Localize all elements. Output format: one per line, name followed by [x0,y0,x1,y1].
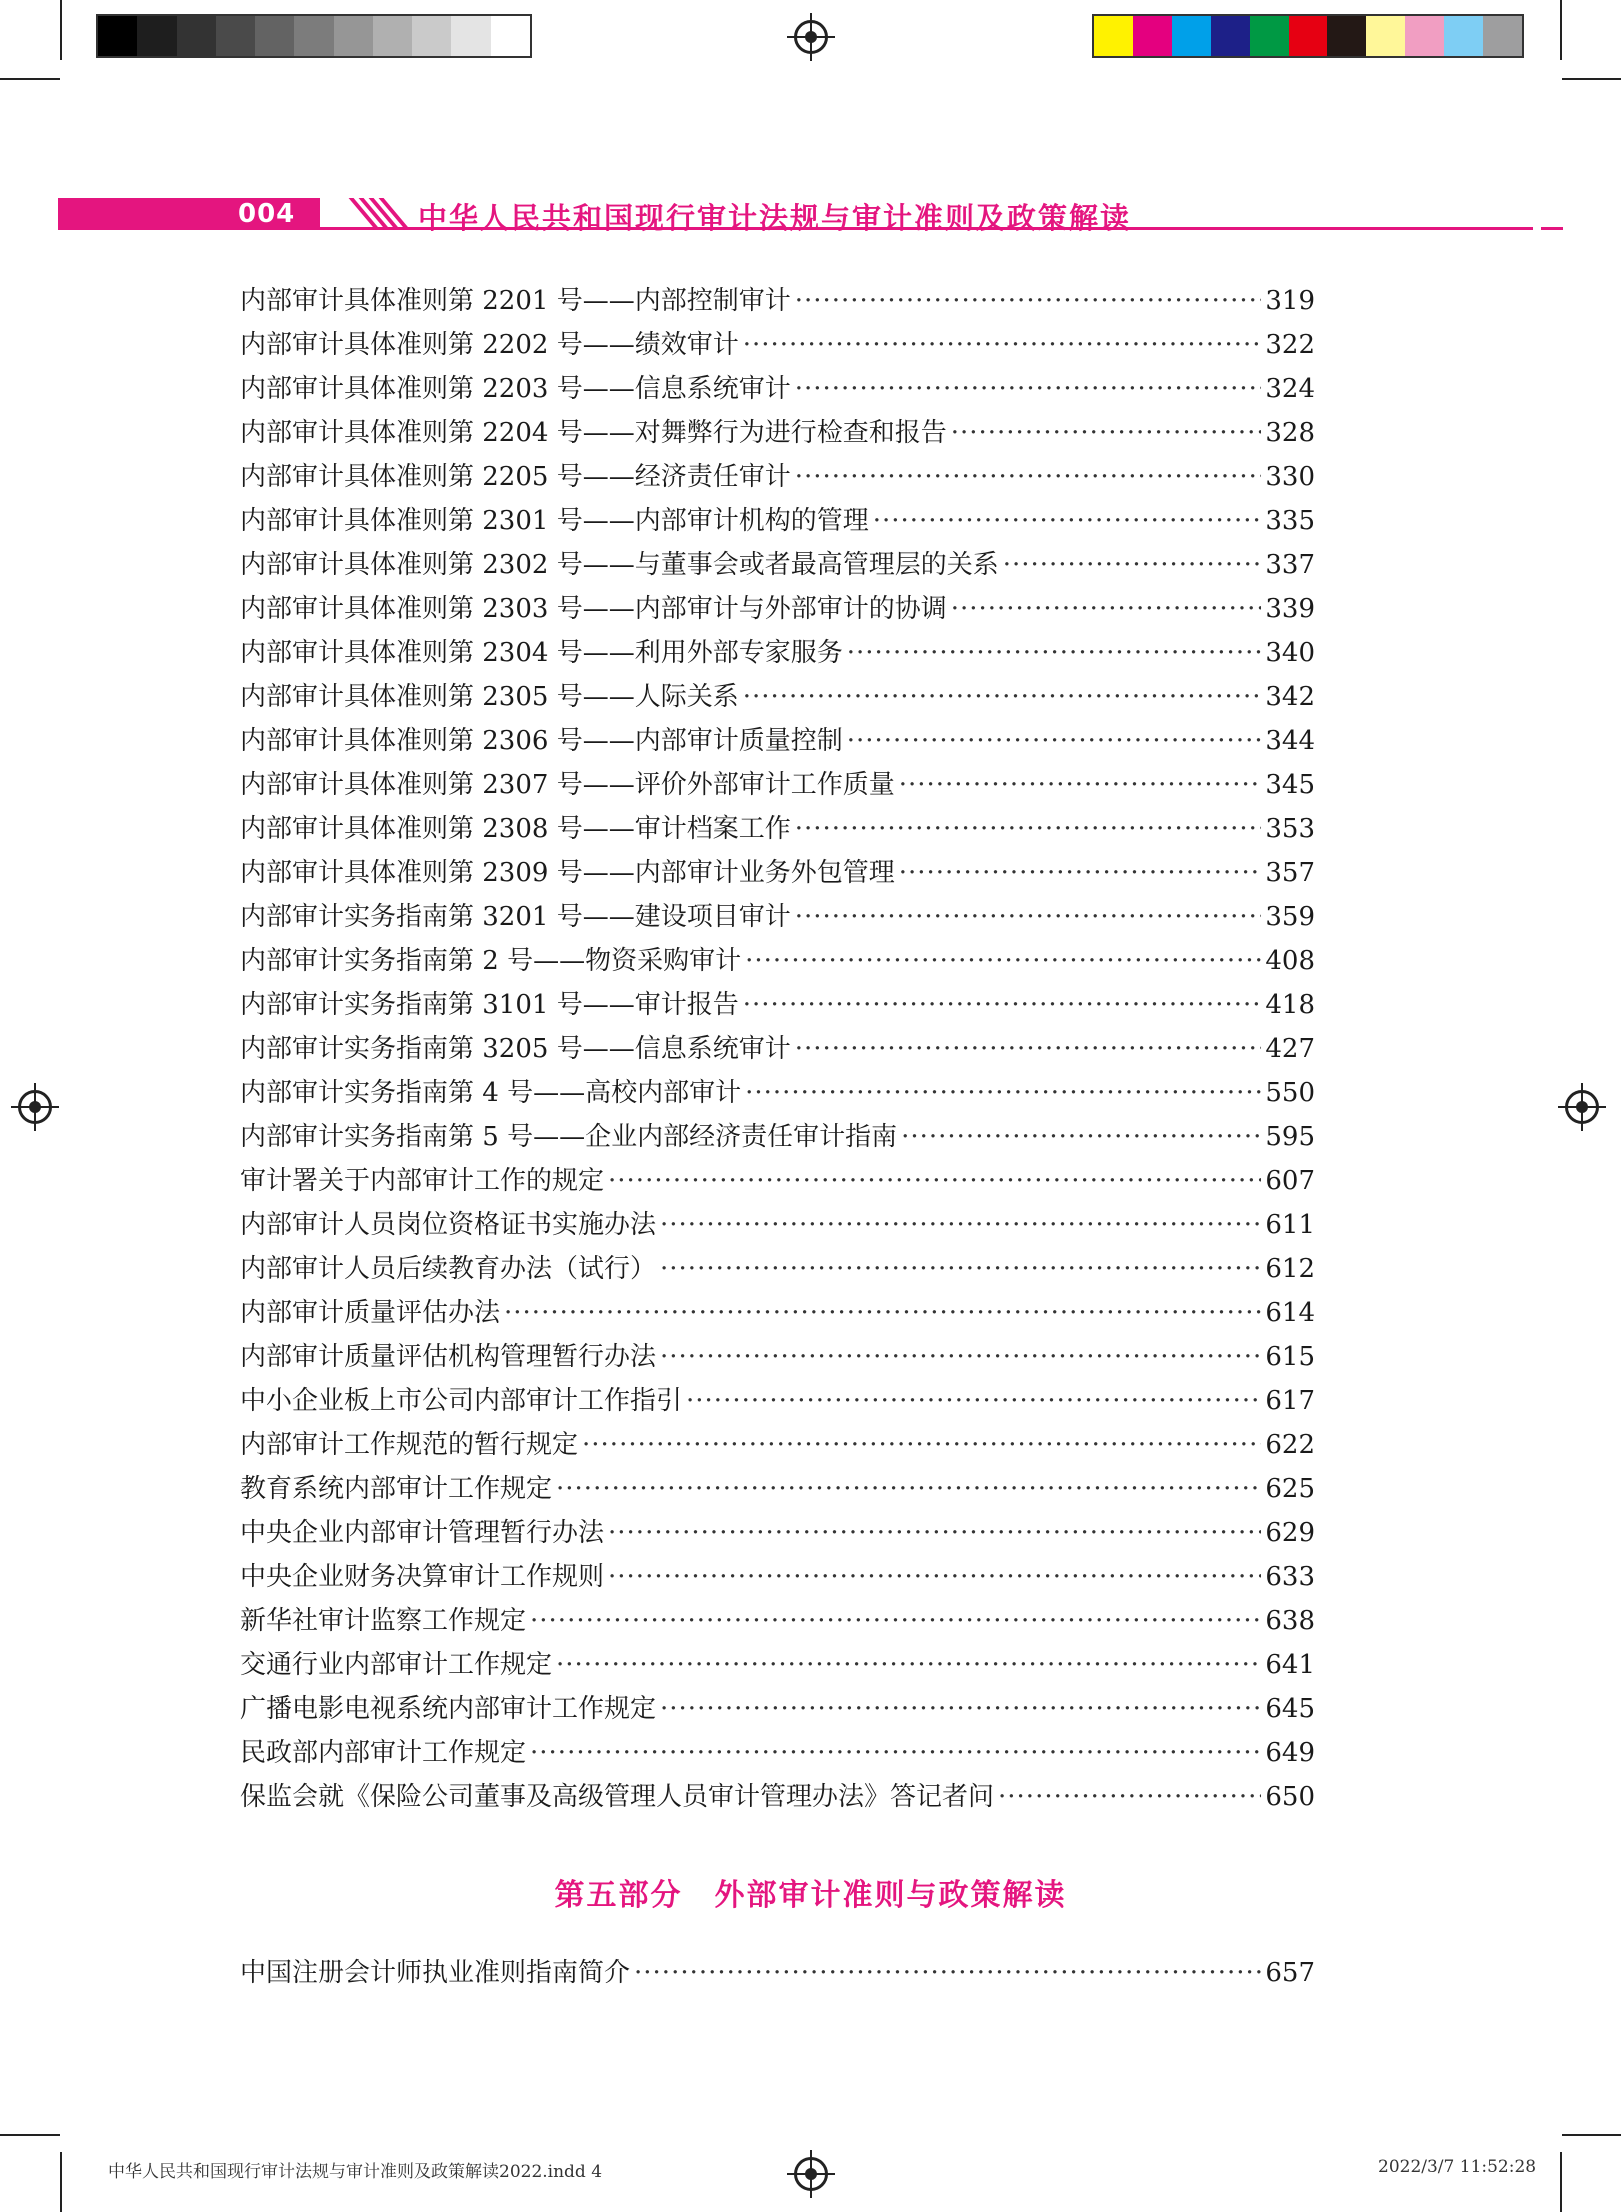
dot-leader [899,858,1262,888]
dot-leader [847,726,1262,756]
gray-swatch [412,16,451,56]
toc-entry-title: 内部审计具体准则第 2204 号——对舞弊行为进行检查和报告 [240,418,947,448]
toc-entry-title: 内部审计实务指南第 3201 号——建设项目审计 [240,902,791,932]
toc-entry[interactable] [240,852,1315,896]
color-swatch [1289,16,1328,56]
gray-swatch [294,16,333,56]
section-heading: 第五部分 外部审计准则与政策解读 [554,1878,1067,1913]
dot-leader [660,1254,1261,1284]
book-title: 中华人民共和国现行审计法规与审计准则及政策解读 [418,201,1132,235]
toc-entry[interactable] [240,764,1315,808]
toc-entry-title: 内部审计质量评估机构管理暂行办法 [240,1342,657,1372]
toc-entry-title: 内部审计实务指南第 5 号——企业内部经济责任审计指南 [240,1122,898,1152]
toc-entry-title: 内部审计具体准则第 2301 号——内部审计机构的管理 [240,506,869,536]
color-swatch [1250,16,1289,56]
toc-entry-title: 内部审计具体准则第 2309 号——内部审计业务外包管理 [240,858,895,888]
toc-entry-page: 550 [1265,1078,1315,1108]
dot-leader [743,330,1262,360]
toc-entry-title: 内部审计具体准则第 2302 号——与董事会或者最高管理层的关系 [240,550,999,580]
toc-entry-title: 中小企业板上市公司内部审计工作指引 [240,1386,683,1416]
gray-swatch [98,16,137,56]
toc-entry-page: 408 [1265,946,1315,976]
dot-leader [660,1210,1261,1240]
dot-leader [873,506,1262,536]
toc-entry-page: 359 [1265,902,1315,932]
dot-leader [530,1738,1261,1768]
toc-entry[interactable] [240,1204,1315,1248]
toc-entry[interactable] [240,1952,1315,1996]
crop-mark [1562,2134,1621,2136]
toc-entry[interactable] [240,456,1315,500]
toc-entry-title: 内部审计具体准则第 2308 号——审计档案工作 [240,814,791,844]
toc-entry[interactable] [240,1248,1315,1292]
crop-mark [1562,78,1621,80]
toc-entry[interactable] [240,1336,1315,1380]
dot-leader [608,1518,1261,1548]
toc-entry-title: 内部审计工作规范的暂行规定 [240,1430,579,1460]
toc-entry[interactable] [240,280,1315,324]
toc-entry-page: 324 [1265,374,1315,404]
toc-entry-page: 657 [1265,1958,1315,1988]
toc-entry-title: 中国注册会计师执业准则指南简介 [240,1958,631,1988]
color-swatch [1211,16,1250,56]
toc-entry-page: 638 [1265,1606,1315,1636]
dot-leader [847,638,1262,668]
toc-entry-page: 650 [1265,1782,1315,1812]
header-rule-tail [1541,227,1563,230]
toc-entry-page: 595 [1265,1122,1315,1152]
toc-entry-page: 612 [1265,1254,1315,1284]
dot-leader [660,1694,1261,1724]
toc-entry-title: 保监会就《保险公司董事及高级管理人员审计管理办法》答记者问 [240,1782,995,1812]
toc-entry-page: 611 [1265,1210,1315,1240]
color-swatch [1327,16,1366,56]
dot-leader [745,946,1261,976]
toc-entry-page: 614 [1265,1298,1315,1328]
toc-entry-title: 审计署关于内部审计工作的规定 [240,1166,605,1196]
toc-entry-page: 319 [1265,286,1315,316]
toc-entry[interactable] [240,1600,1315,1644]
dot-leader [795,902,1262,932]
toc-entry[interactable] [240,544,1315,588]
toc-entry-page: 345 [1265,770,1315,800]
running-header [58,198,1563,235]
toc-entry-title: 内部审计具体准则第 2303 号——内部审计与外部审计的协调 [240,594,947,624]
crop-mark [1560,0,1562,60]
toc-entry-page: 330 [1265,462,1315,492]
toc-entry[interactable] [240,588,1315,632]
toc-entry-page: 342 [1265,682,1315,712]
toc-entry-page: 337 [1265,550,1315,580]
toc-entry-title: 内部审计实务指南第 4 号——高校内部审计 [240,1078,742,1108]
toc-entry-title: 教育系统内部审计工作规定 [240,1474,553,1504]
dot-leader [899,770,1262,800]
toc-entry[interactable] [240,896,1315,940]
registration-mark-icon [1565,1090,1599,1124]
slash-ornament-icon [356,198,412,230]
color-swatch [1405,16,1444,56]
dot-leader [530,1606,1261,1636]
gray-swatch [255,16,294,56]
dot-leader [795,1034,1262,1064]
toc-entry-page: 340 [1265,638,1315,668]
gray-swatch [334,16,373,56]
footer-filename: 中华人民共和国现行审计法规与审计准则及政策解读2022.indd 4 [108,2162,603,2182]
gray-swatch [137,16,176,56]
dot-leader [743,682,1262,712]
page-number: 004 [238,199,296,229]
section-toc [240,1952,1315,1996]
toc-entry-title: 内部审计人员岗位资格证书实施办法 [240,1210,657,1240]
toc-entry[interactable] [240,1644,1315,1688]
toc-entry-title: 内部审计实务指南第 3101 号——审计报告 [240,990,739,1020]
registration-mark-icon [18,1090,52,1124]
toc-entry[interactable] [240,500,1315,544]
toc-entry[interactable] [240,1116,1315,1160]
toc-entry[interactable] [240,1776,1315,1820]
crop-mark [0,78,60,80]
toc-entry[interactable] [240,1688,1315,1732]
toc-entry-title: 内部审计具体准则第 2305 号——人际关系 [240,682,739,712]
registration-mark-icon [794,20,828,54]
dot-leader [1003,550,1262,580]
toc-entry-title: 民政部内部审计工作规定 [240,1738,527,1768]
toc-entry[interactable] [240,676,1315,720]
toc-entry-title: 内部审计具体准则第 2201 号——内部控制审计 [240,286,791,316]
crop-mark [60,2152,62,2212]
toc-entry-page: 629 [1265,1518,1315,1548]
toc-entry[interactable] [240,368,1315,412]
toc-entry-page: 322 [1265,330,1315,360]
toc-entry-page: 615 [1265,1342,1315,1372]
toc-entry-page: 645 [1265,1694,1315,1724]
dot-leader [998,1782,1261,1812]
dot-leader [901,1122,1261,1152]
toc-entry-page: 622 [1265,1430,1315,1460]
dot-leader [608,1562,1261,1592]
dot-leader [582,1430,1261,1460]
toc-entry-title: 内部审计具体准则第 2306 号——内部审计质量控制 [240,726,843,756]
dot-leader [795,374,1262,404]
dot-leader [556,1650,1261,1680]
dot-leader [795,814,1262,844]
registration-mark-icon [794,2157,828,2191]
crop-mark [1560,2152,1562,2212]
toc-entry-page: 607 [1265,1166,1315,1196]
dot-leader [634,1958,1261,1988]
toc-entry-page: 328 [1265,418,1315,448]
color-swatch [1366,16,1405,56]
gray-swatch [451,16,490,56]
toc-entry-page: 344 [1265,726,1315,756]
toc-entry-title: 中央企业内部审计管理暂行办法 [240,1518,605,1548]
color-swatch [1133,16,1172,56]
crop-mark [60,0,62,60]
toc-entry[interactable] [240,720,1315,764]
color-calibration-bar [1092,14,1524,58]
toc-entry-title: 交通行业内部审计工作规定 [240,1650,553,1680]
toc-entry[interactable] [240,940,1315,984]
dot-leader [951,594,1262,624]
toc-entry-title: 内部审计实务指南第 3205 号——信息系统审计 [240,1034,791,1064]
toc-entry[interactable] [240,984,1315,1028]
toc-entry[interactable] [240,412,1315,456]
toc-entry-page: 427 [1265,1034,1315,1064]
toc-entry[interactable] [240,1380,1315,1424]
toc-entry-title: 广播电影电视系统内部审计工作规定 [240,1694,657,1724]
dot-leader [743,990,1262,1020]
toc-entry-title: 内部审计质量评估办法 [240,1298,501,1328]
dot-leader [608,1166,1261,1196]
toc-entry-title: 内部审计具体准则第 2203 号——信息系统审计 [240,374,791,404]
toc-entry-page: 649 [1265,1738,1315,1768]
toc-entry-page: 617 [1265,1386,1315,1416]
footer-datetime: 2022/3/7 11:52:28 [1378,2157,1537,2177]
toc-entry-page: 357 [1265,858,1315,888]
toc-entry[interactable] [240,324,1315,368]
toc-entry-page: 335 [1265,506,1315,536]
gray-swatch [373,16,412,56]
toc-entry[interactable] [240,1028,1315,1072]
toc-entry[interactable] [240,1468,1315,1512]
toc-entry[interactable] [240,1292,1315,1336]
gray-swatch [491,16,530,56]
dot-leader [686,1386,1261,1416]
dot-leader [795,286,1262,316]
toc-entry[interactable] [240,1424,1315,1468]
toc-entry-title: 内部审计具体准则第 2202 号——绩效审计 [240,330,739,360]
toc-entry[interactable] [240,1556,1315,1600]
toc-entry[interactable] [240,1732,1315,1776]
dot-leader [795,462,1262,492]
toc-entry[interactable] [240,808,1315,852]
toc-entry[interactable] [240,632,1315,676]
gray-swatch [177,16,216,56]
grayscale-calibration-bar [96,14,532,58]
toc-entry-title: 内部审计具体准则第 2307 号——评价外部审计工作质量 [240,770,895,800]
toc-entry-page: 353 [1265,814,1315,844]
crop-mark [0,2134,60,2136]
dot-leader [745,1078,1261,1108]
toc-entry-page: 418 [1265,990,1315,1020]
toc-entry[interactable] [240,1512,1315,1556]
color-swatch [1094,16,1133,56]
toc-entry-title: 内部审计人员后续教育办法（试行） [240,1254,657,1284]
toc-entry-page: 625 [1265,1474,1315,1504]
dot-leader [556,1474,1261,1504]
toc-entry-page: 633 [1265,1562,1315,1592]
toc-entry-title: 新华社审计监察工作规定 [240,1606,527,1636]
table-of-contents [240,280,1315,1820]
dot-leader [951,418,1262,448]
toc-entry[interactable] [240,1072,1315,1116]
dot-leader [660,1342,1261,1372]
toc-entry-title: 内部审计具体准则第 2304 号——利用外部专家服务 [240,638,843,668]
toc-entry-page: 641 [1265,1650,1315,1680]
toc-entry-title: 内部审计具体准则第 2205 号——经济责任审计 [240,462,791,492]
dot-leader [504,1298,1261,1328]
gray-swatch [216,16,255,56]
toc-entry[interactable] [240,1160,1315,1204]
toc-entry-title: 内部审计实务指南第 2 号——物资采购审计 [240,946,742,976]
color-swatch [1483,16,1522,56]
toc-entry-page: 339 [1265,594,1315,624]
toc-entry-title: 中央企业财务决算审计工作规则 [240,1562,605,1592]
color-swatch [1172,16,1211,56]
color-swatch [1444,16,1483,56]
